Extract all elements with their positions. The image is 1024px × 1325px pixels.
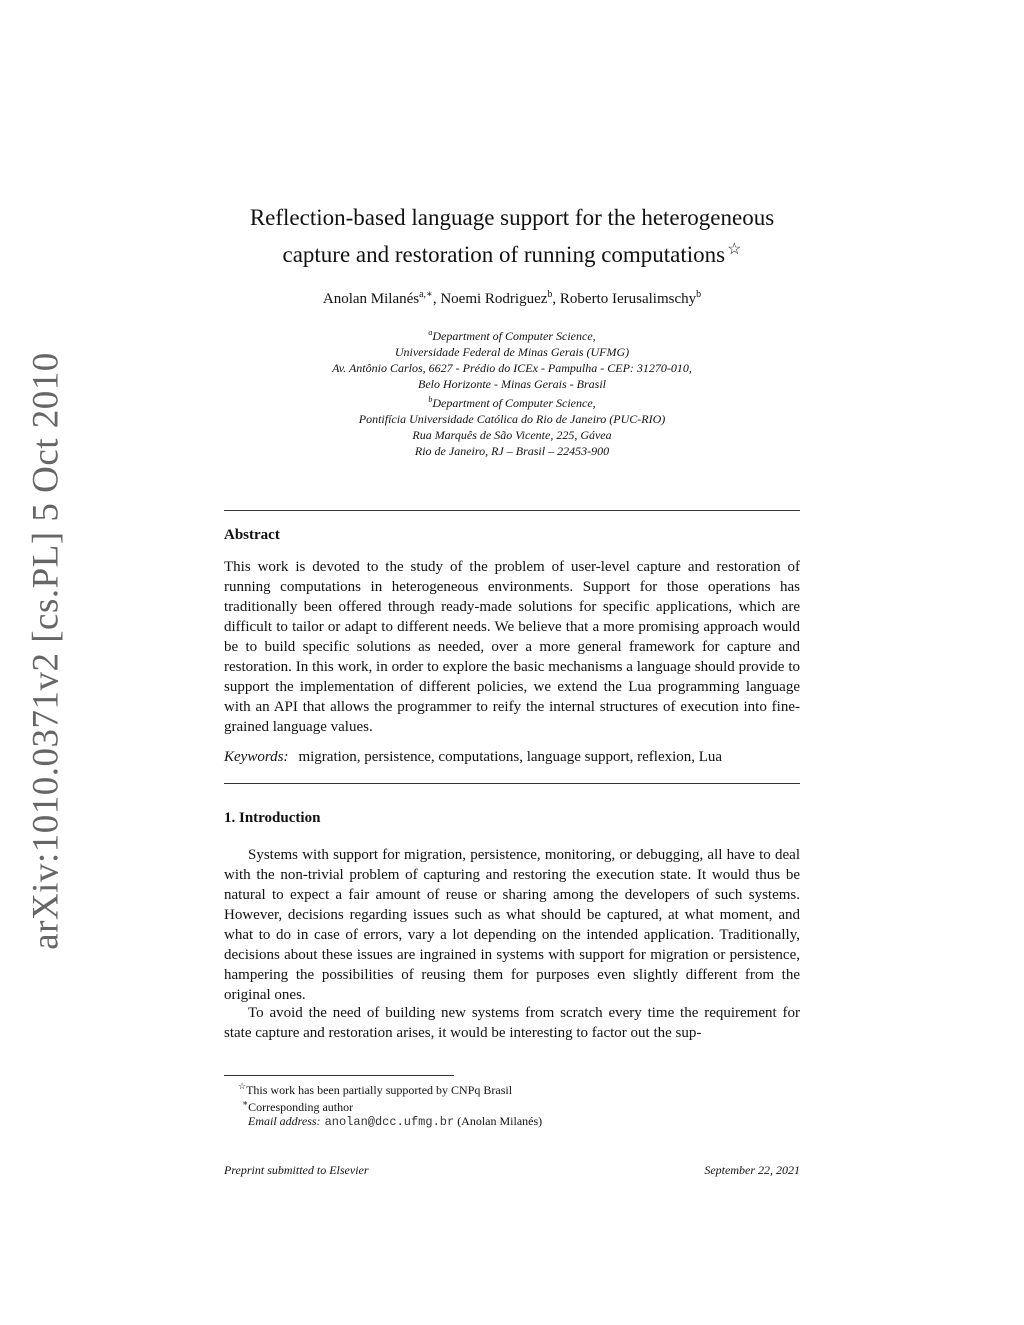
author-affil-mark: b (547, 289, 553, 300)
affiliation-line (224, 392, 800, 411)
author-separator: , (432, 291, 441, 307)
intro-paragraph-1: Systems with support for migration, persistence, monitoring, or debugging, all have to deal with the non-trivial problem of capturing and restoring the execution state. It would thus be natural to expect a fair amount of reuse or sharing among the developers of such systems. However, decisions regarding issues such as what should be captured, at what moment, and what to do in case of errors, vary a lot depending on the intended application. Traditionally, decisions about these issues are ingrained in systems with support for migration or persistence, hampering the possibilities of reusing them for purposes even slightly different from the original ones. (224, 847, 800, 1003)
author-affil-mark: b (696, 289, 702, 300)
intro-paragraph-2: To avoid the need of building new systems from scratch every time the requirement for state capture and restoration arises, it would be interesting to factor out the sup- (224, 1005, 800, 1041)
affil-text: Department of Computer Science, (432, 396, 596, 410)
email-label: Email address: (248, 1114, 321, 1128)
keywords-text: migration, persistence, computations, language support, reflexion, Lua (298, 749, 723, 765)
footer-preprint: Preprint submitted to Elsevier (224, 1163, 369, 1177)
paper-title (224, 202, 800, 271)
affil-mark: b (428, 395, 433, 404)
email-link[interactable]: anolan@dcc.ufmg.br (324, 1115, 455, 1129)
star-icon: ☆ (727, 241, 742, 258)
abstract-top-rule (224, 510, 800, 511)
author-name: Anolan Milanés (322, 291, 420, 307)
affiliation-line (224, 344, 800, 360)
star-icon: ☆ (238, 1081, 247, 1091)
footnote-email (248, 1114, 542, 1129)
author-affil-mark: a,∗ (419, 289, 433, 300)
affil-text: Rua Marquês de São Vicente, 225, Gávea (412, 428, 612, 442)
footnote-corresponding (242, 1098, 353, 1115)
affil-mark: a (428, 328, 433, 337)
abstract-heading: Abstract (224, 527, 280, 543)
affiliation-line (224, 360, 800, 376)
affiliation-line (224, 325, 800, 344)
author-name: Roberto Ierusalimschy (559, 291, 697, 307)
title-line-2 (224, 234, 800, 271)
affiliations (224, 325, 800, 459)
arxiv-identifier: arXiv:1010.0371v2 [cs.PL] 5 Oct 2010 (25, 352, 67, 950)
affiliation-line (224, 443, 800, 459)
footnote-funding-text: This work has been partially supported by CNPq Brasil (246, 1083, 513, 1097)
affil-text: Av. Antônio Carlos, 6627 - Prédio do ICEx - Pampulha - CEP: 31270-010, (332, 361, 692, 375)
email-owner: (Anolan Milanés) (457, 1114, 543, 1128)
abstract-text: This work is devoted to the study of the problem of user-level capture and restoration of running computations in heterogeneous environments. Support for those operations has traditionally been offered through ready-made solutions for specific applications, which are difficult to tailor or adapt to different needs. We believe that a more promising approach would be to build specific solutions as needed, over a more general framework for capture and restoration. In this work, in order to explore the basic mechanisms a language should provide to support the implementation of different policies, we extend the Lua programming language with an API that allows the programmer to reify the internal structures of execution into fine-grained language values. (224, 559, 800, 735)
author-name: Noemi Rodriguez (440, 291, 548, 307)
title-line-2-text: capture and restoration of running computations (282, 242, 726, 267)
affil-text: Universidade Federal de Minas Gerais (UFMG) (394, 345, 630, 359)
author-separator: , (552, 291, 560, 307)
title-line-1: Reflection-based language support for the heterogeneous (249, 205, 775, 230)
affiliation-line (224, 427, 800, 443)
asterisk-icon: ∗ (242, 1098, 249, 1108)
footer-date: September 22, 2021 (704, 1163, 800, 1177)
keywords (224, 749, 800, 766)
footnote-funding (238, 1081, 512, 1098)
keywords-label: Keywords: (224, 749, 289, 765)
affiliation-line (224, 411, 800, 427)
affil-text: Belo Horizonte - Minas Gerais - Brasil (418, 377, 606, 391)
author-list (224, 289, 800, 308)
affil-text: Pontifícia Universidade Católica do Rio de Janeiro (PUC-RIO) (358, 412, 666, 426)
affil-text: Department of Computer Science, (432, 329, 596, 343)
affiliation-line (224, 376, 800, 392)
section-heading-introduction: 1. Introduction (224, 810, 321, 826)
affil-text: Rio de Janeiro, RJ – Brasil – 22453-900 (414, 444, 610, 458)
footnote-corresponding-text: Corresponding author (248, 1100, 354, 1114)
abstract-bottom-rule (224, 783, 800, 784)
footnote-rule (224, 1075, 454, 1076)
